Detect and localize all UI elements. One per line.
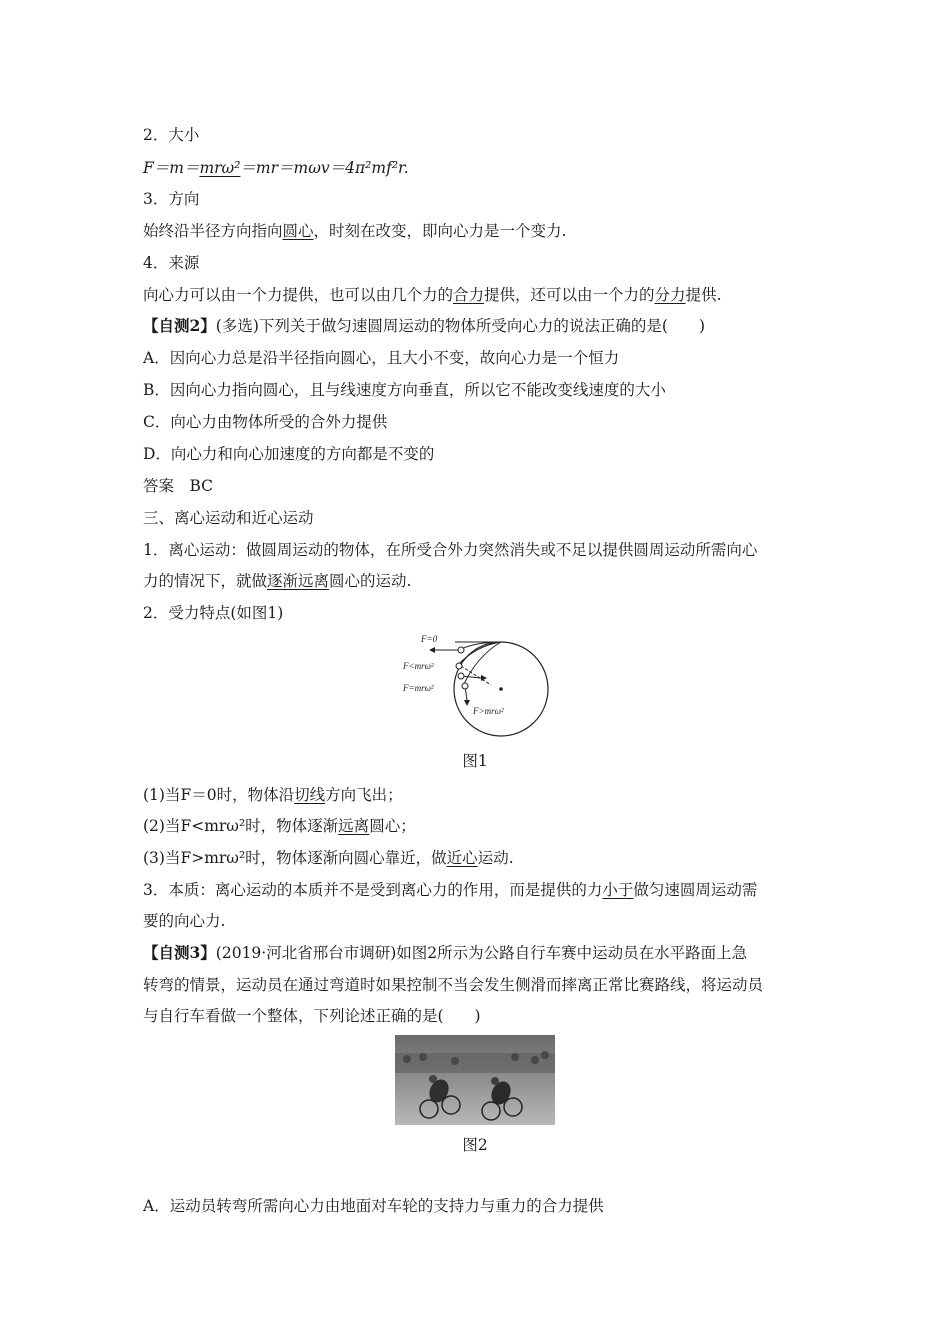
essence-text-1: 3．本质：离心运动的本质并不是受到离心力的作用，而是提供的力	[143, 881, 603, 899]
question-3-line-2: 转弯的情景，运动员在通过弯道时如果控制不当会发生侧滑而摔离正常比赛路线，将运动员	[143, 976, 764, 994]
case-2-text: (2)当F<mrω²时，物体逐渐	[143, 817, 339, 835]
question-2-option-d: D．向心力和向心加速度的方向都是不变的	[143, 445, 435, 463]
radius-dashed	[461, 666, 491, 685]
essence-text-3: 做匀速圆周运动需	[633, 881, 758, 899]
centrifugal-text-1: 力的情况下，就做	[143, 572, 268, 590]
case-3-text: (3)当F>mrω²时，物体逐渐向圆心靠近，做	[143, 849, 447, 867]
centrifugal-blank: 逐渐远离	[267, 572, 330, 590]
label-f-equal: F=mrω²	[403, 683, 434, 693]
question-2-tag: 【自测2】	[143, 316, 216, 335]
cyclists-photo	[395, 1035, 555, 1125]
centrifugal-line-2	[143, 570, 411, 592]
question-2-stem	[143, 315, 705, 337]
direction-text-3: ，时刻在改变，即向心力是一个变力.	[313, 222, 567, 240]
case-1-text: (1)当F＝0时，物体沿	[143, 786, 295, 804]
source-blank-resultant: 合力	[453, 286, 485, 304]
case-3-end: 运动.	[477, 849, 514, 867]
essence-blank: 小于	[602, 881, 634, 899]
section-3-title: 三、离心运动和近心运动	[143, 509, 314, 527]
case-2-end: 圆心；	[369, 817, 416, 835]
centrifugal-text-3: 圆心的运动.	[329, 572, 412, 590]
question-2-option-c: C．向心力由物体所受的合外力提供	[143, 413, 388, 431]
case-2	[143, 815, 416, 837]
figure-1-caption: 图1	[462, 752, 488, 770]
size-heading: 2．大小	[143, 126, 200, 144]
source-blank-component: 分力	[654, 286, 686, 304]
path-f-equal	[457, 642, 501, 666]
arrowhead-zero	[429, 647, 435, 653]
formula-part-1: F＝m＝	[143, 159, 200, 177]
source-text	[143, 284, 722, 306]
question-2-answer: 答案 BC	[143, 477, 214, 495]
case-3-blank: 近心	[446, 849, 478, 867]
question-3-line-3: 与自行车看做一个整体，下列论述正确的是( )	[143, 1007, 481, 1025]
direction-heading: 3．方向	[143, 190, 200, 208]
essence-line-1	[143, 879, 757, 901]
source-heading: 4．来源	[143, 254, 200, 272]
question-3-tag: 【自测3】	[143, 943, 216, 962]
arrowhead-greater	[464, 700, 470, 706]
question-3-text-1: (2019·河北省邢台市调研)如图2所示为公路自行车赛中运动员在水平路面上急	[215, 944, 748, 962]
object-marker-4	[462, 683, 468, 689]
force-heading: 2．受力特点(如图1)	[143, 604, 284, 622]
circle-center	[499, 687, 503, 691]
case-1-blank: 切线	[294, 786, 326, 804]
formula-part-3: ＝mr＝mωv＝4π²mf²r.	[240, 159, 409, 177]
question-2-option-a: A．因向心力总是沿半径指向圆心，且大小不变，故向心力是一个恒力	[143, 349, 620, 367]
object-marker-1	[458, 647, 464, 653]
source-text-3: 提供，还可以由一个力的	[484, 286, 655, 304]
question-2-text: (多选)下列关于做匀速圆周运动的物体所受向心力的说法正确的是( )	[215, 317, 705, 335]
case-1-end: 方向飞出；	[325, 786, 403, 804]
centrifugal-motion-figure	[395, 628, 555, 740]
object-marker-3	[458, 673, 464, 679]
direction-text-1: 始终沿半径方向指向	[143, 222, 283, 240]
direction-blank-center: 圆心	[282, 222, 314, 240]
centrifugal-line-1: 1．离心运动：做圆周运动的物体，在所受合外力突然消失或不足以提供圆周运动所需向心	[143, 541, 758, 559]
question-2-option-b: B．因向心力指向圆心，且与线速度方向垂直，所以它不能改变线速度的大小	[143, 381, 666, 399]
essence-line-2: 要的向心力.	[143, 912, 226, 930]
direction-text	[143, 220, 566, 242]
object-marker-2	[456, 663, 462, 669]
label-f-zero: F=0	[421, 634, 438, 644]
figure-2-caption: 图2	[462, 1136, 488, 1154]
label-f-less: F<mrω²	[403, 661, 434, 671]
formula-part-2: mrω²	[199, 159, 241, 177]
source-text-5: 提供.	[685, 286, 722, 304]
case-1	[143, 784, 403, 806]
case-3	[143, 847, 514, 869]
label-f-greater: F>mrω²	[473, 706, 504, 716]
question-3-option-a: A．运动员转弯所需向心力由地面对车轮的支持力与重力的合力提供	[143, 1197, 604, 1215]
question-3-line-1	[143, 942, 747, 964]
source-text-1: 向心力可以由一个力提供，也可以由几个力的	[143, 286, 454, 304]
case-2-blank: 远离	[338, 817, 370, 835]
size-formula	[143, 157, 409, 179]
